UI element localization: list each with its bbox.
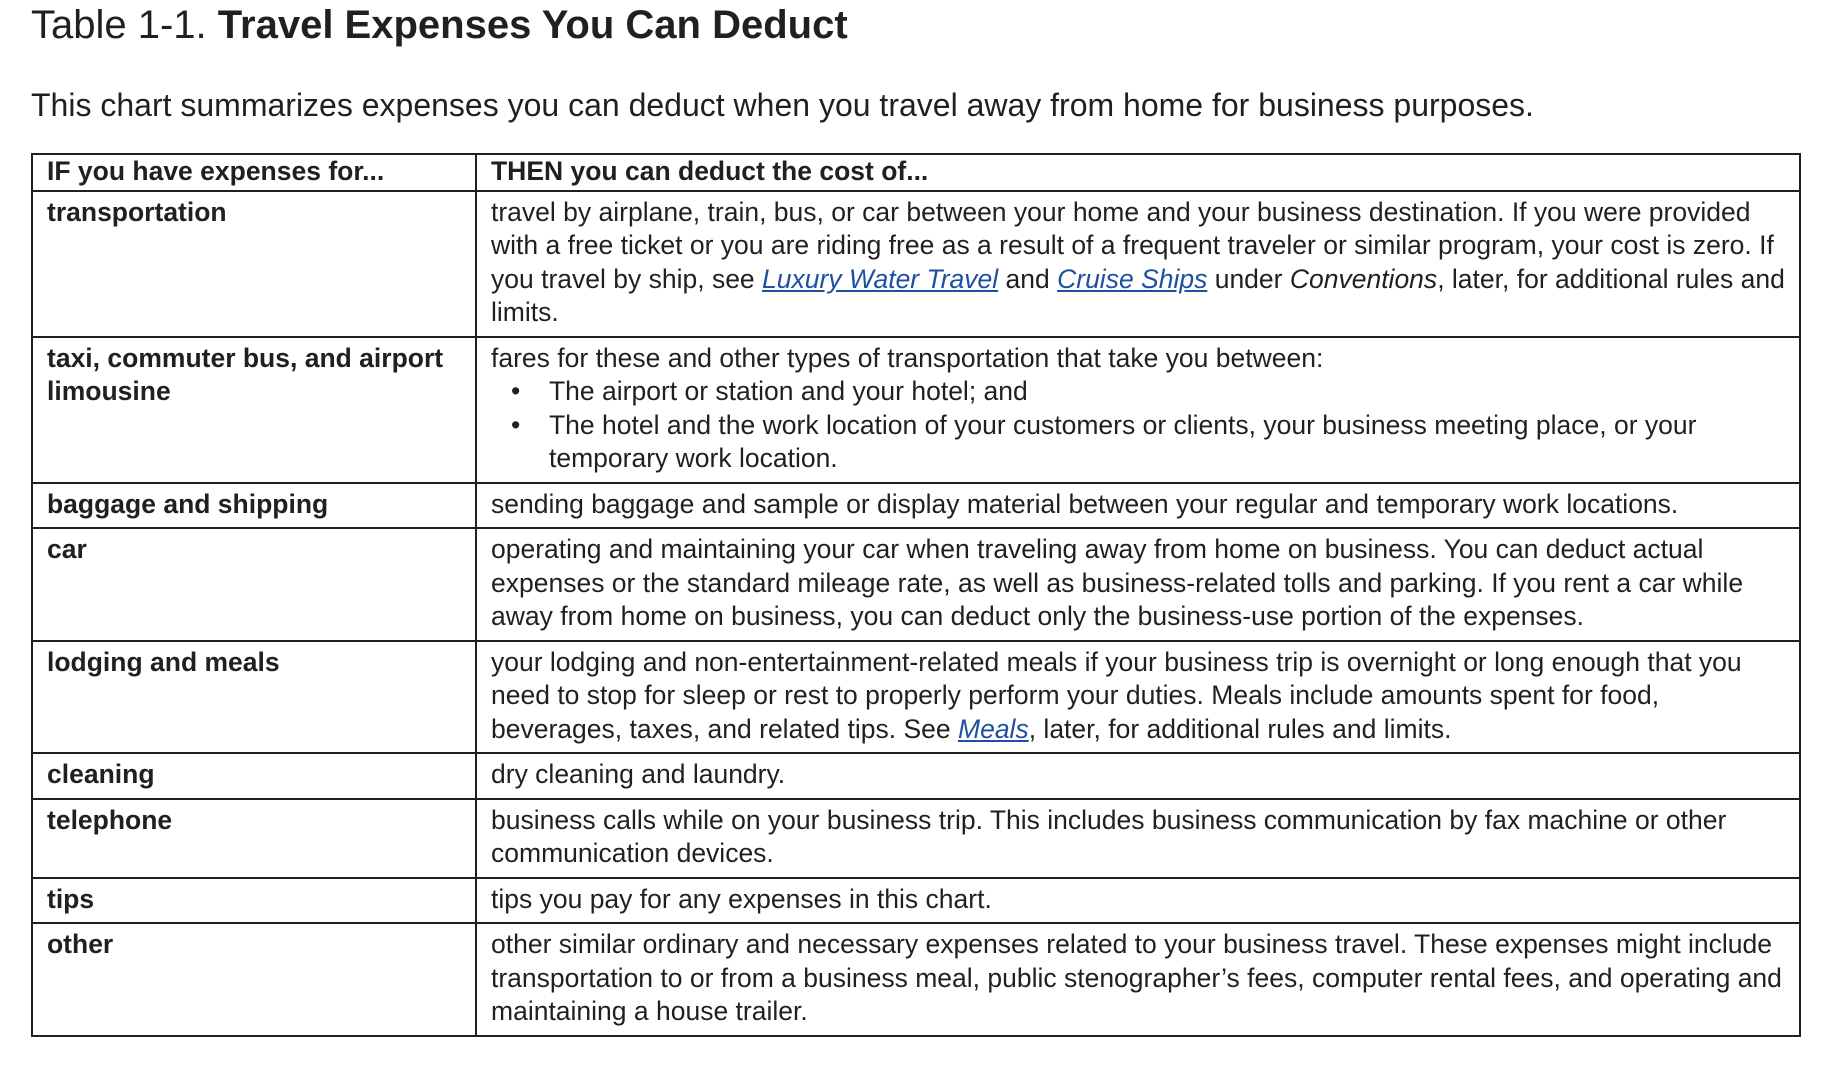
- expenses-table: [31, 153, 1801, 1037]
- list-item: [511, 409, 1785, 476]
- category-cell: car: [32, 528, 476, 641]
- description-cell: business calls while on your business trip. This includes business communication by fax machine or other communication devices.: [476, 799, 1800, 878]
- list-item-text: The hotel and the work location of your customers or clients, your business meeting place, or your temporary work location.: [549, 409, 1697, 473]
- conventions-reference: Conventions: [1289, 263, 1438, 294]
- category-cell: baggage and shipping: [32, 483, 476, 529]
- description-cell: [476, 191, 1800, 337]
- category-cell: telephone: [32, 799, 476, 878]
- description-cell: sending baggage and sample or display material between your regular and temporary work locations.: [476, 483, 1800, 529]
- list-item-text: The airport or station and your hotel; and: [549, 376, 1028, 406]
- table-row: [32, 753, 1800, 799]
- table-row: [32, 799, 1800, 878]
- column-header-deduction: THEN you can deduct the cost of...: [476, 154, 1800, 191]
- description-text: your lodging and non-entertainment-related meals if your business trip is overnight or long enough that you need to stop for sleep or rest to properly perform your duties. Meals include amounts spent for food, beverages, taxes, and related tips. See: [491, 646, 1742, 744]
- column-header-category: IF you have expenses for...: [32, 154, 476, 191]
- description-text: , later, for additional rules and limits.: [491, 263, 1785, 327]
- page-title: [31, 0, 848, 50]
- intro-paragraph: This chart summarizes expenses you can deduct when you travel away from home for business purposes.: [31, 87, 1534, 123]
- description-cell: operating and maintaining your car when traveling away from home on business. You can deduct actual expenses or the standard mileage rate, as well as business-related tolls and parking. If you rent a car while away from home on business, you can deduct only the business-use portion of the expenses.: [476, 528, 1800, 641]
- category-cell: other: [32, 923, 476, 1036]
- table-row: [32, 641, 1800, 754]
- description-cell: tips you pay for any expenses in this chart.: [476, 878, 1800, 924]
- luxury-water-travel-link[interactable]: Luxury Water Travel: [762, 263, 999, 294]
- category-cell: taxi, commuter bus, and airport limousine: [32, 337, 476, 483]
- table-title: Travel Expenses You Can Deduct: [217, 3, 848, 47]
- category-cell: transportation: [32, 191, 476, 337]
- category-cell: lodging and meals: [32, 641, 476, 754]
- description-cell: [476, 641, 1800, 754]
- description-cell: [476, 337, 1800, 483]
- table-row: [32, 923, 1800, 1036]
- description-text: and: [998, 263, 1058, 294]
- description-text: travel by airplane, train, bus, or car between your home and your business destination. If you were provided with a free ticket or you are riding free as a result of a frequent traveler or similar program, your cost is zero. If you travel by ship, see: [491, 196, 1774, 294]
- description-text: , later, for additional rules and limits.: [1028, 713, 1452, 744]
- bullet-icon: •: [511, 376, 521, 406]
- table-row: [32, 878, 1800, 924]
- list-item: [511, 375, 1785, 409]
- category-cell: tips: [32, 878, 476, 924]
- bullet-list: [491, 375, 1785, 476]
- table-row: [32, 483, 1800, 529]
- description-cell: other similar ordinary and necessary expenses related to your business travel. These expenses might include transportation to or from a business meal, public stenographer’s fees, computer rental fees, and operating and maintaining a house trailer.: [476, 923, 1800, 1036]
- table-row: [32, 337, 1800, 483]
- category-cell: cleaning: [32, 753, 476, 799]
- description-text: under: [1207, 263, 1290, 294]
- table-row: [32, 191, 1800, 337]
- cruise-ships-link[interactable]: Cruise Ships: [1057, 263, 1208, 294]
- bullet-icon: •: [511, 409, 521, 440]
- table-row: [32, 528, 1800, 641]
- description-text: fares for these and other types of transportation that take you between:: [491, 342, 1324, 373]
- meals-link[interactable]: Meals: [958, 713, 1029, 744]
- description-cell: dry cleaning and laundry.: [476, 753, 1800, 799]
- table-number: Table 1-1.: [31, 3, 207, 47]
- table-header-row: [32, 154, 1800, 191]
